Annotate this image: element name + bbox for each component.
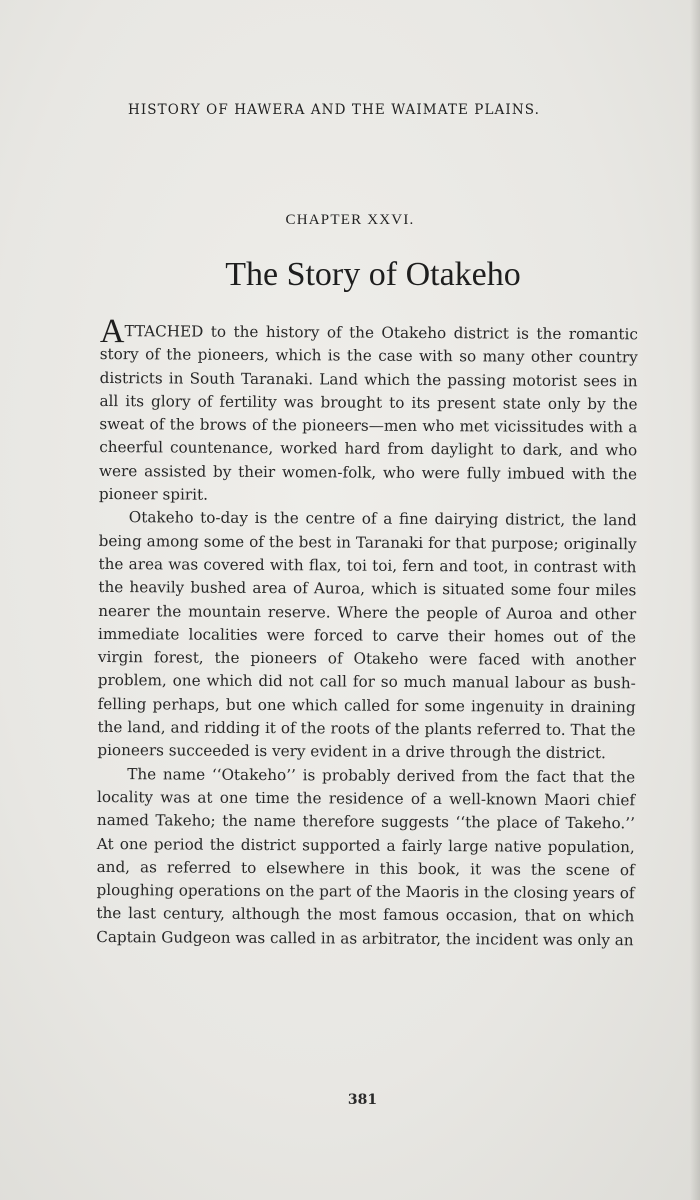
running-head: HISTORY OF HAWERA AND THE WAIMATE PLAINS.: [128, 102, 540, 118]
paragraph-2: Otakeho to-day is the centre of a fine dairying district, the land being among some of the best in Taranaki for that purpose; originally the area was covered with flax, toi toi, fern and toot, in contrast with the heavily bushed area of Auroa, which is situated some four miles nearer the mountain reserve. Where the people of Auroa and other immediate localities were forced to carve their homes out of the virgin forest, the pioneers of Otakeho were faced with another problem, one which did not call for so much manual labour as bush-felling perhaps, but one which called for some ingenuity in draining the land, and ridding it of the roots of the plants referred to. That the pioneers succeeded is very evident in a drive through the district.: [97, 508, 637, 763]
paragraph-3: The name ‘‘Otakeho’’ is probably derived from the fact that the locality was at one time the residence of a well-known Maori chief named Takeho; the name therefore suggests ‘‘the place of Takeho.’’ At one period the district supported a fairly large native population, and, as referred to elsewhere in this book, it was the scene of ploughing operations on the part of the Maoris in the closing years of the last century, although the most famous occasion, that on which Captain Gudgeon was called in as arbitrator, the incident was only an: [96, 764, 636, 949]
paragraph-1: [98, 313, 638, 510]
paragraph-1-text: TTACHED to the history of the Otakeho district is the romantic story of the pioneers, which is the case with so many other country districts in South Taranaki. Land which the passing motorist sees in all its glory of fertility was brought to its present state only by the sweat of the brows of the pioneers—men who met vicissitudes with a cheerful countenance, worked hard from daylight to dark, and who were assisted by their women-folk, who were fully imbued with the pioneer spirit.: [98, 322, 638, 504]
chapter-label: CHAPTER XXVI.: [285, 212, 415, 228]
drop-cap: A: [99, 313, 125, 351]
body-text: [96, 313, 638, 952]
page-number: 381: [347, 1092, 378, 1108]
page-edge-shadow: [690, 0, 700, 1200]
chapter-title: The Story of Otakeho: [225, 256, 521, 293]
